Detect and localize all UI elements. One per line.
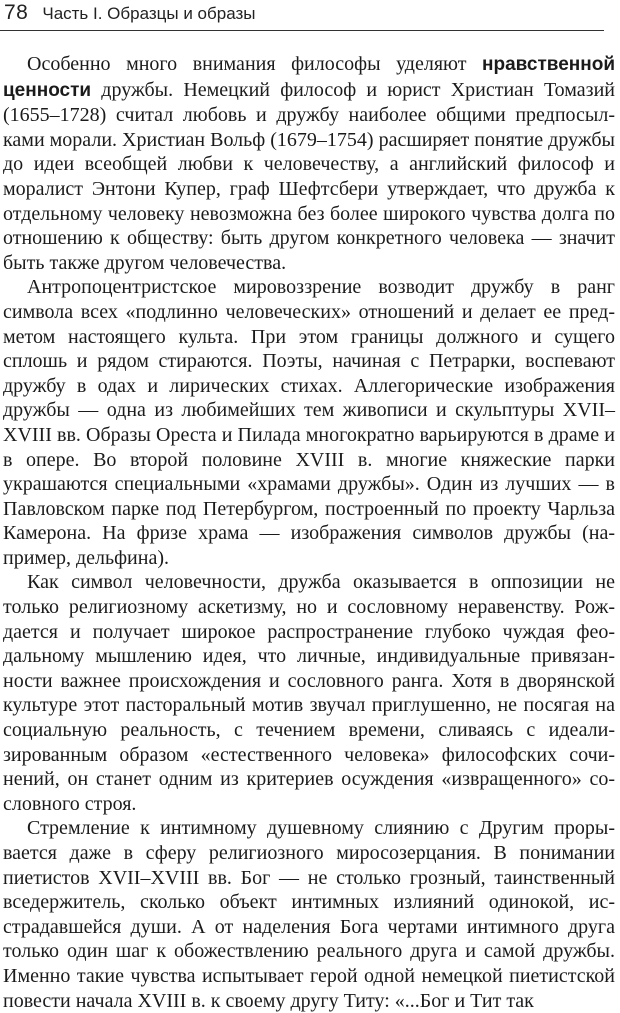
emphasis-term: нравственной ценности (3, 54, 615, 101)
paragraph-3: Как символ человечности, дружба оказывается в оппозиции не только религиозному аскетизму, но и сословному неравенству. Рождается и получает широкое распространение глубоко чуждая феодальному мышлению идея, что личные, индивидуальные привязанности важнее происхождения и сословного ранга. Хотя в дворянской культуре этот пасторальный мотив звучал приглушенно, не посягая на социальную реальность, с течением времени, сливаясь с идеализированным образом «естественного человека» философских сочинений, он станет одним из критериев осуждения «извращенного» сословного строя. (3, 571, 615, 815)
paragraph-4: Стремление к интимному душевному слиянию с Другим прорывается даже в сферу религиозного миросозерцания. В понимании пиетистов XVII–XVIII вв. Бог — не столько грозный, таинственный вседержитель, сколько объект интимных излияний одинокой, исстрадавшейся души. А от наделения Бога чертами интимного друга только один шаг к обожествлению реального друга и самой дружбы. Именно такие чувства испытывает герой одной немецкой пиетистской повести начала XVIII в. к своему другу Титу: «...Бог и Тит так (3, 817, 615, 1012)
running-head (4, 2, 604, 28)
body-text (3, 52, 615, 1013)
header-rule (0, 30, 604, 31)
paragraph-1-text-start: Особенно много внимания философы уделяют (27, 53, 483, 75)
page-number: 78 (4, 1, 29, 24)
paragraph-1-text-end: дружбы. Немецкий философ и юрист Христиан Томазий (1655–1728) считал любовь и дружбу наиболее общими предпосылками морали. Христиан Вольф (1679–1754) расширяет понятие дружбы до идеи всеобщей любви к человечеству, а английский философ и моралист Энтони Купер, граф Шефтсбери утверждает, что дружба к отдельному человеку невозможна без более широкого чувства долга по отношению к обществу: быть другом конкретного человека — значит быть также другом человечества. (3, 78, 615, 274)
running-title: Часть I. Образцы и образы (42, 4, 256, 23)
paragraph-1 (3, 52, 615, 275)
paragraph-2: Антропоцентристское мировоззрение возводит дружбу в ранг символа всех «подлинно человеческих» отношений и делает ее предметом настоящего культа. При этом границы должного и сущего сплошь и рядом стираются. Поэты, начиная с Петрарки, воспевают дружбу в одах и лирических стихах. Аллегорические изображения дружбы — одна из любимейших тем живописи и скульптуры XVII–XVIII вв. Образы Ореста и Пилада многократно варьируются в драме и в опере. Во второй половине XVIII в. многие княжеские парки украшаются специальными «храмами дружбы». Один из лучших — в Павловском парке под Петербургом, построенный по проекту Чарльза Камерона. На фризе храма — изображения символов дружбы (например, дельфина). (3, 276, 615, 569)
